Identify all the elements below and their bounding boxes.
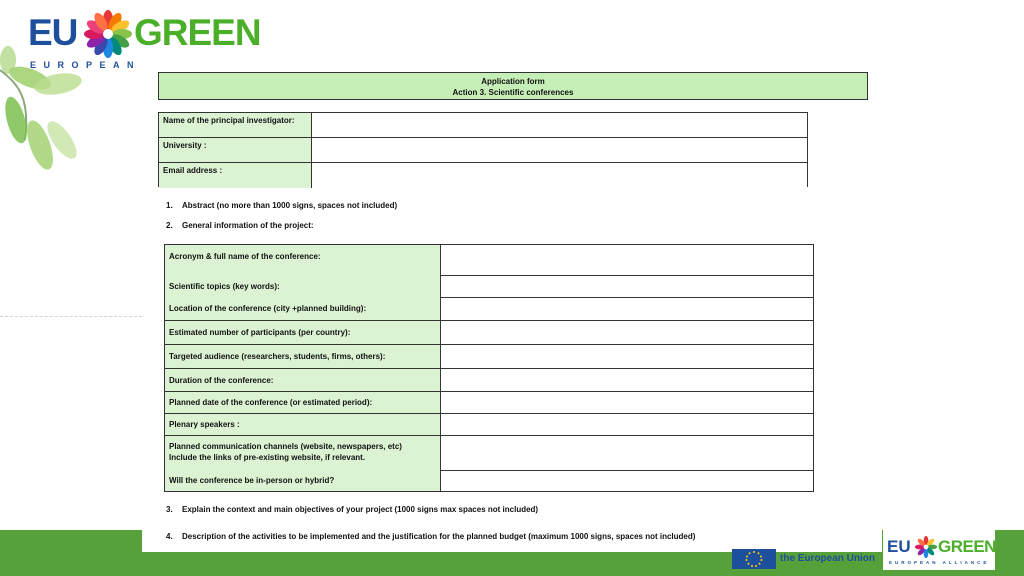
section-text: General information of the project:: [182, 221, 314, 230]
field-label: Name of the principal investigator:: [159, 113, 312, 137]
row-divider: [165, 368, 440, 369]
field-label: Planned date of the conference (or estimated period):: [169, 398, 373, 407]
investigator-info-table: [158, 112, 808, 187]
duration-field[interactable]: [442, 369, 813, 391]
field-label: Estimated number of participants (per country):: [169, 328, 351, 337]
plenary-speakers-field[interactable]: [442, 414, 813, 435]
footer-eu-green-logo: [883, 530, 995, 570]
logo-subtitle: EUROPEAN: [30, 60, 142, 70]
principal-investigator-field[interactable]: [312, 113, 807, 137]
field-label: Include the links of pre-existing website, if relevant.: [169, 453, 366, 462]
scientific-topics-field[interactable]: [442, 276, 813, 297]
section-number: 3.: [166, 505, 173, 514]
section-item-activities: [166, 532, 695, 541]
row-divider: [165, 391, 440, 392]
logo-eu-text: EU: [28, 12, 78, 53]
participants-field[interactable]: [442, 321, 813, 344]
eu-funding-text: the European Union: [780, 553, 875, 564]
eu-green-logo: [28, 6, 261, 70]
in-person-hybrid-field[interactable]: [442, 471, 813, 491]
row-divider: [165, 344, 440, 345]
form-title: Application form: [481, 77, 545, 86]
field-label: Location of the conference (city +planned building):: [169, 304, 367, 313]
section-item-context: [166, 505, 538, 514]
field-label: Acronym & full name of the conference:: [169, 252, 321, 261]
table-row: [159, 138, 807, 163]
field-label: Scientific topics (key words):: [169, 282, 280, 291]
form-header: [158, 72, 868, 100]
project-info-table: [164, 244, 814, 492]
flower-icon: [80, 6, 136, 62]
section-number: 4.: [166, 532, 173, 541]
table-row: [159, 163, 807, 188]
eu-flag-icon: [732, 549, 776, 569]
communication-channels-field[interactable]: [442, 436, 813, 470]
field-label: Planned communication channels (website, newspapers, etc): [169, 442, 402, 451]
field-label: Plenary speakers :: [169, 420, 240, 429]
decorative-divider: [0, 316, 142, 317]
acronym-field[interactable]: [442, 245, 813, 275]
footer-logo-subtitle: EUROPEAN ALLIANCE: [889, 560, 990, 565]
location-field[interactable]: [442, 298, 813, 320]
section-number: 2.: [166, 221, 173, 230]
section-item-general-info: [166, 221, 314, 230]
row-divider: [165, 435, 440, 436]
email-field[interactable]: [312, 163, 807, 188]
footer-logo-eu: EU: [887, 537, 911, 556]
university-field[interactable]: [312, 138, 807, 162]
footer-logo-green: GREEN: [938, 537, 996, 556]
field-label: University :: [159, 138, 312, 162]
section-text: Description of the activities to be implemented and the justification for the planned budget (maximum 1000 signs, spaces not included): [182, 532, 696, 541]
section-text: Explain the context and main objectives of your project (1000 signs max spaces not included): [182, 505, 539, 514]
row-divider: [165, 320, 440, 321]
field-label: Email address :: [159, 163, 312, 188]
row-divider: [165, 413, 440, 414]
section-number: 1.: [166, 201, 173, 210]
section-item-abstract: [166, 201, 397, 210]
field-label: Duration of the conference:: [169, 376, 274, 385]
logo-green-text: GREEN: [134, 12, 261, 53]
audience-field[interactable]: [442, 345, 813, 368]
flower-icon: [913, 534, 939, 560]
field-label: Targeted audience (researchers, students, firms, others):: [169, 352, 386, 361]
section-text: Abstract (no more than 1000 signs, spaces not included): [182, 201, 398, 210]
table-row: [159, 113, 807, 138]
form-subtitle: Action 3. Scientific conferences: [452, 88, 574, 97]
field-label: Will the conference be in-person or hybrid?: [169, 476, 335, 485]
planned-date-field[interactable]: [442, 392, 813, 413]
